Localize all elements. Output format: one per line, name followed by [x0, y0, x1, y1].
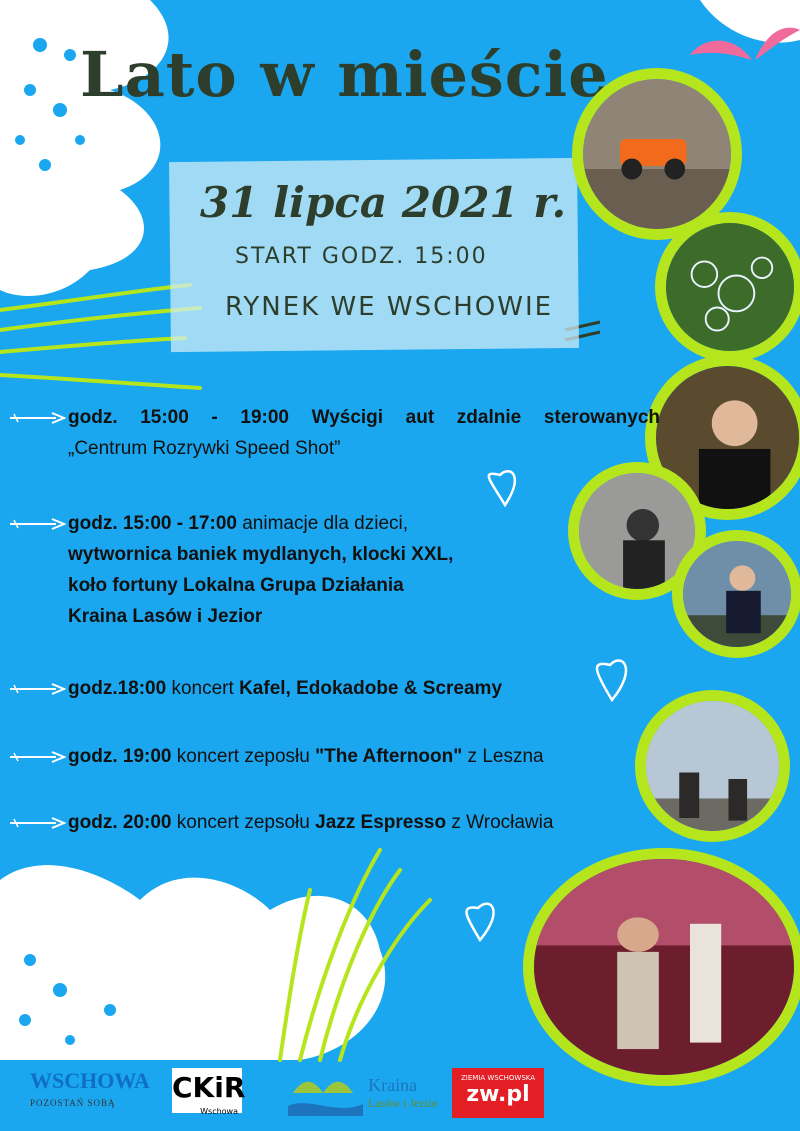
arrow-icon	[10, 682, 66, 696]
item-2-time: godz. 15:00 - 17:00	[68, 513, 237, 534]
logo-ckir-text: CKiR	[172, 1071, 246, 1104]
item-5-from: z Wrocławia	[451, 812, 554, 833]
item-5-band: Jazz Espresso	[315, 812, 447, 833]
event-date: 31 lipca 2021 r.	[200, 178, 567, 227]
item-5-time: godz. 20:00	[68, 812, 172, 833]
item-3-time: godz.18:00	[68, 678, 167, 699]
logo-zw	[452, 1068, 544, 1118]
program-item-1	[10, 402, 660, 464]
logo-ckir-sub: Wschowa	[200, 1107, 238, 1116]
event-place: RYNEK WE WSCHOWIE	[225, 292, 554, 322]
logo-wschowa	[30, 1068, 150, 1108]
page-title: Lato w mieście	[80, 38, 609, 111]
start-time: START GODZ. 15:00	[235, 244, 488, 269]
arrow-icon	[10, 750, 66, 764]
item-2-line2: wytwornica baniek mydlanych, klocki XXL,	[68, 544, 454, 565]
kraina-mark-icon	[288, 1068, 363, 1118]
item-5-text: koncert zepsołu	[176, 812, 310, 833]
logo-kraina	[288, 1068, 438, 1118]
item-2-line3: koło fortuny Lokalna Grupa Działania	[68, 575, 404, 596]
logo-zw-top: ZIEMIA WSCHOWSKA	[460, 1074, 536, 1082]
photo-performer-3	[672, 530, 800, 658]
program-item-5	[10, 807, 553, 838]
photo-jazz-espresso	[523, 848, 800, 1086]
item-4-band: "The Afternoon"	[315, 746, 463, 767]
item-1-time: godz. 15:00 - 19:00	[68, 407, 289, 428]
program-item-2	[10, 508, 453, 632]
logo-kraina-text: Kraina	[368, 1075, 418, 1095]
program-item-3	[10, 673, 502, 704]
item-3-text: koncert	[171, 678, 234, 699]
item-2-text: animacje dla dzieci,	[242, 513, 409, 534]
logo-wschowa-text: WSCHOWA	[30, 1068, 150, 1093]
item-2-line4: Kraina Lasów i Jezior	[68, 606, 263, 627]
item-4-text: koncert zeposłu	[176, 746, 310, 767]
item-4-from: z Leszna	[467, 746, 544, 767]
arrow-icon	[10, 816, 66, 830]
arrow-icon	[10, 411, 66, 425]
arrow-icon	[10, 517, 66, 531]
item-3-band: Kafel, Edokadobe & Screamy	[239, 678, 503, 699]
program-item-4	[10, 741, 544, 772]
photo-bubbles	[655, 212, 800, 362]
item-1-text: Wyścigi aut zdalnie sterowanych	[311, 407, 660, 428]
logo-zw-text: zw.pl	[466, 1082, 530, 1107]
photo-band-the-afternoon	[635, 690, 790, 842]
item-4-time: godz. 19:00	[68, 746, 172, 767]
logo-wschowa-tagline: POZOSTAŃ SOBĄ	[30, 1098, 116, 1108]
logo-ckir	[172, 1068, 246, 1116]
logo-kraina-sub: Lasów i Jezior	[368, 1096, 439, 1110]
item-1-sub: „Centrum Rozrywki Speed Shot”	[68, 438, 341, 459]
